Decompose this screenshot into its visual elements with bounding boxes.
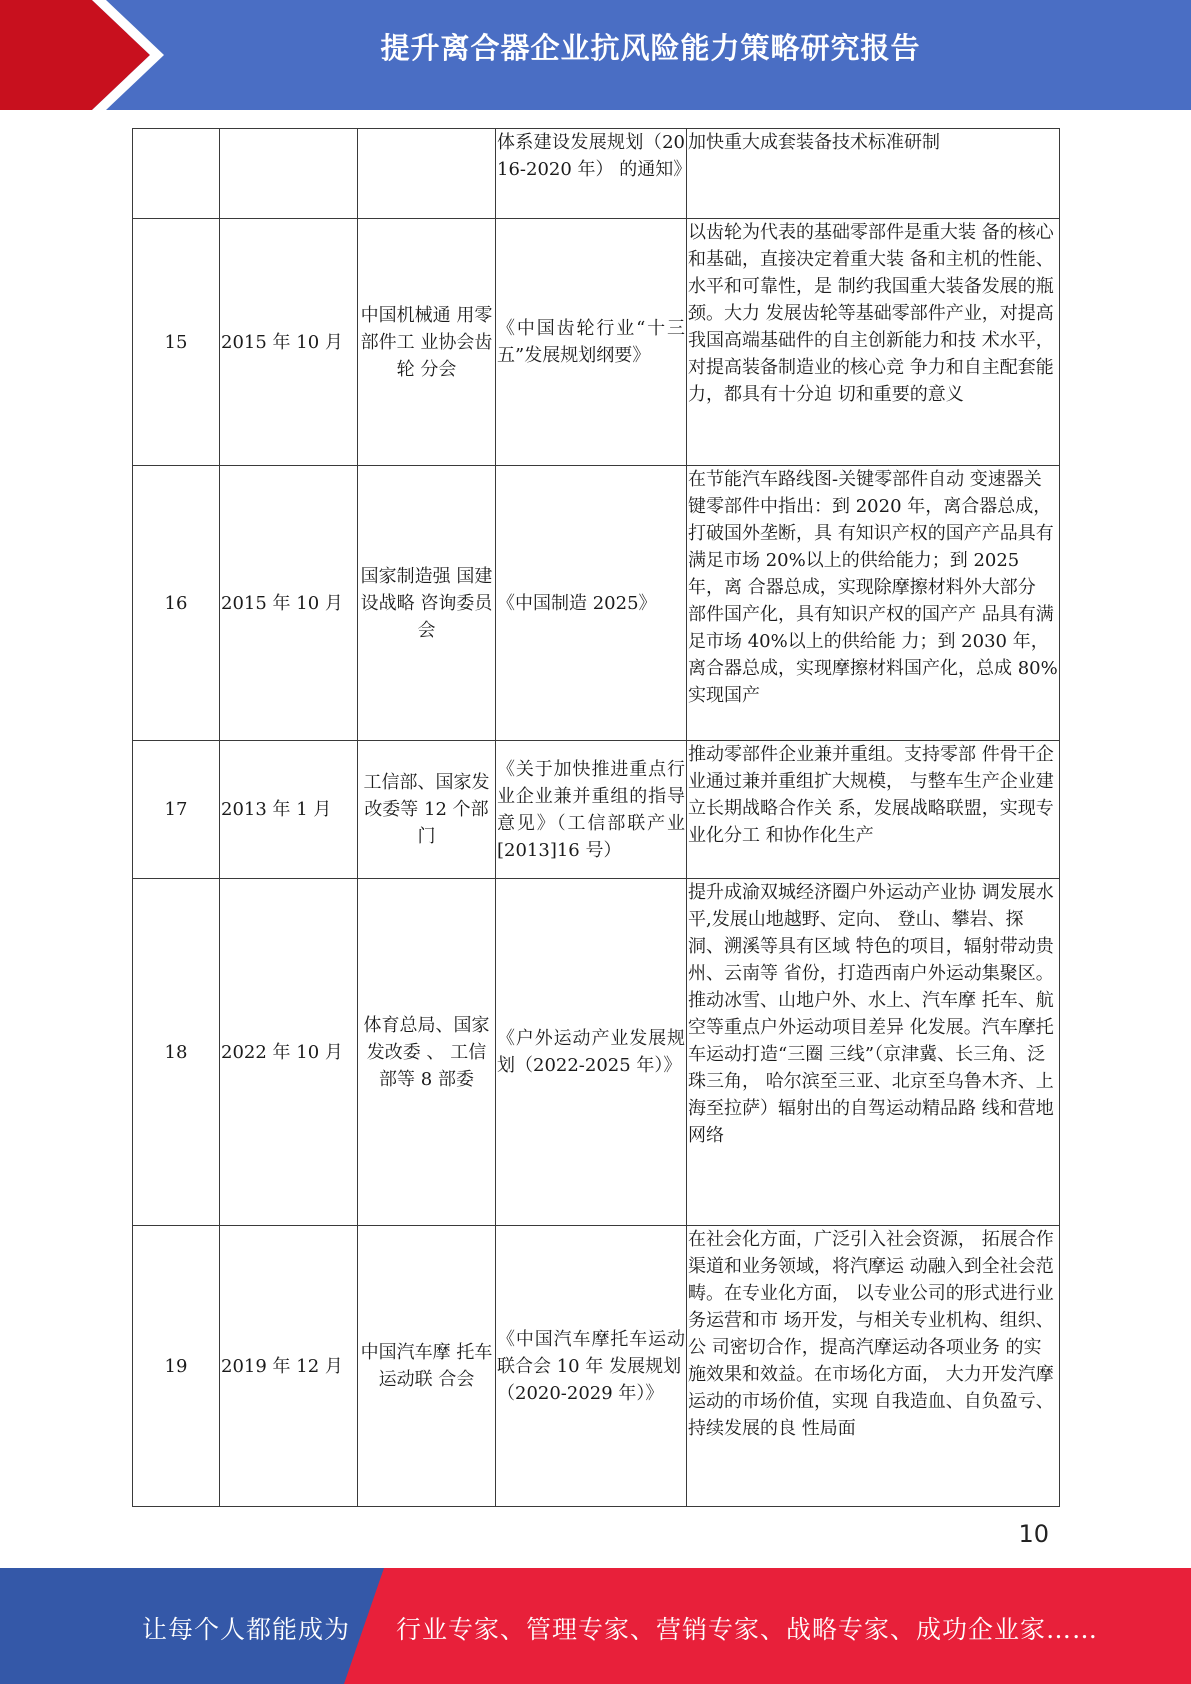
- table-row: [133, 879, 1060, 1226]
- page-number: 10: [1018, 1520, 1049, 1548]
- cell-date: 2013 年 1 月: [220, 741, 358, 879]
- cell-doc: 体系建设发展规划（2016-2020 年） 的通知》: [496, 129, 687, 219]
- cell-doc: 《关于加快推进重点行业企业兼并重组的指导意见》（工信部联产业 [2013]16 号）: [496, 741, 687, 879]
- doc-title-line: （2020-2029 年）》: [497, 1382, 664, 1404]
- cell-desc: 推动零部件企业兼并重组。支持零部 件骨干企业通过兼并重组扩大规模， 与整车生产企业建立长期战略合作关 系，发展战略联盟，实现专业化分工 和协作化生产: [687, 741, 1060, 879]
- table-row: [133, 129, 1060, 219]
- cell-desc: 以齿轮为代表的基础零部件是重大装 备的核心和基础，直接决定着重大装 备和主机的性能、水平和可靠性，是 制约我国重大装备发展的瓶颈。大力 发展齿轮等基础零部件产业，对提高 我国高端基础件的自主创新能力和技 术水平，对提高装备制造业的核心竞 争力和自主配套能力，都具有十分迫 切和重要的意义: [687, 219, 1060, 466]
- cell-no: [133, 129, 220, 219]
- desc-paragraph: 推动冰雪、山地户外、水上、汽车摩 托车、航空等重点户外运动项目差异 化发展。汽车摩托车运动打造“三圈 三线”（京津冀、长三角、泛珠三角， 哈尔滨至三亚、北京至乌鲁木齐、上 海至拉萨）辐射出的自驾运动精品路 线和营地网络: [688, 990, 1054, 1146]
- cell-desc: 在节能汽车路线图-关键零部件自动 变速器关键零部件中指出：到 2020 年，离合器总成，打破国外垄断，具 有知识产权的国产产品具有满足市场 20%以上的供给能力；到 2025 年，离 合器总成，实现除摩擦材料外大部分 部件国产化，具有知识产权的国产产 品具有满足市场 40%以上的供给能 力；到 2030 年，离合器总成，实现摩擦材料国产化，总成 80%实现国产: [687, 466, 1060, 741]
- policy-table-container: [132, 128, 1059, 1507]
- cell-date: 2022 年 10 月: [220, 879, 358, 1226]
- desc-paragraph: 提升成渝双城经济圈户外运动产业协 调发展水平,发展山地越野、定向、 登山、攀岩、探洞、溯溪等具有区域 特色的项目，辐射带动贵州、云南等 省份，打造西南户外运动集聚区。: [688, 882, 1054, 984]
- cell-no: 16: [133, 466, 220, 741]
- cell-date: 2019 年 12 月: [220, 1226, 358, 1507]
- cell-no: 18: [133, 879, 220, 1226]
- cell-org: 体育总局、国家发改委 、 工信部等 8 部委: [358, 879, 496, 1226]
- cell-date: [220, 129, 358, 219]
- table-row: [133, 1226, 1060, 1507]
- table-row: [133, 219, 1060, 466]
- cell-no: 17: [133, 741, 220, 879]
- cell-date: 2015 年 10 月: [220, 466, 358, 741]
- page-footer: [0, 1568, 1191, 1684]
- footer-slogan-left: 让每个人都能成为: [142, 1615, 351, 1644]
- cell-desc: 加快重大成套装备技术标准研制: [687, 129, 1060, 219]
- cell-doc: [496, 1226, 687, 1507]
- cell-date: 2015 年 10 月: [220, 219, 358, 466]
- policy-table: [132, 128, 1060, 1507]
- page-header: [0, 0, 1191, 110]
- cell-doc: 《中国制造 2025》: [496, 466, 687, 741]
- cell-org: 中国汽车摩 托车运动联 合会: [358, 1226, 496, 1507]
- doc-title-line: 《中国汽车摩托车运动联合会 10 年 发展规划: [497, 1328, 685, 1377]
- cell-doc: 《中国齿轮行业“十三五”发展规划纲要》: [496, 219, 687, 466]
- cell-org: [358, 129, 496, 219]
- cell-desc: 在社会化方面，广泛引入社会资源， 拓展合作渠道和业务领域，将汽摩运 动融入到全社会范畴。在专业化方面， 以专业公司的形式进行业务运营和市 场开发，与相关专业机构、组织、公 司密切合作，提高汽摩运动各项业务 的实施效果和效益。在市场化方面， 大力开发汽摩运动的市场价值，实现 自我造血、自负盈亏、持续发展的良 性局面: [687, 1226, 1060, 1507]
- footer-slogan-right: 行业专家、管理专家、营销专家、战略专家、成功企业家……: [396, 1615, 1099, 1644]
- table-row: [133, 741, 1060, 879]
- report-title: 提升离合器企业抗风险能力策略研究报告: [380, 31, 921, 65]
- cell-doc: 《户外运动产业发展规划（2022-2025 年）》: [496, 879, 687, 1226]
- cell-org: 中国机械通 用零部件工 业协会齿轮 分会: [358, 219, 496, 466]
- cell-desc: [687, 879, 1060, 1226]
- cell-no: 19: [133, 1226, 220, 1507]
- cell-org: 工信部、国家发改委等 12 个部门: [358, 741, 496, 879]
- cell-no: 15: [133, 219, 220, 466]
- cell-org: 国家制造强 国建设战略 咨询委员会: [358, 466, 496, 741]
- table-row: [133, 466, 1060, 741]
